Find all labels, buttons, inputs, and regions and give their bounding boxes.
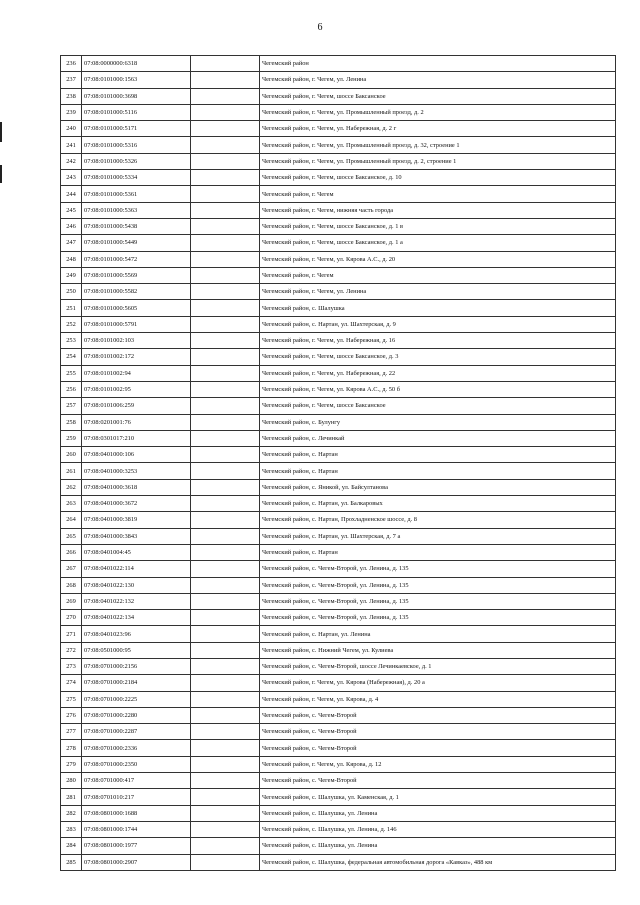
blank-cell xyxy=(191,740,260,756)
table-row xyxy=(61,349,616,365)
table-row xyxy=(61,740,616,756)
blank-cell xyxy=(191,316,260,332)
blank-cell xyxy=(191,838,260,854)
table-row xyxy=(61,333,616,349)
blank-cell xyxy=(191,707,260,723)
address: Чегемский район, с. Чегем-Второй xyxy=(260,773,616,789)
table-row xyxy=(61,381,616,397)
cadastral-number: 07:08:0101000:5171 xyxy=(82,121,191,137)
address: Чегемский район, г. Чегем xyxy=(260,186,616,202)
table-row xyxy=(61,854,616,870)
cadastral-number: 07:08:0101000:5582 xyxy=(82,284,191,300)
cadastral-number: 07:08:0101000:5316 xyxy=(82,137,191,153)
address: Чегемский район, с. Чегем-Второй, ул. Ленина, д. 135 xyxy=(260,561,616,577)
cadastral-number: 07:08:0401000:3672 xyxy=(82,496,191,512)
blank-cell xyxy=(191,218,260,234)
address: Чегемский район, с. Шалушка xyxy=(260,300,616,316)
address: Чегемский район, г. Чегем, ул. Ленина xyxy=(260,284,616,300)
address: Чегемский район, г. Чегем, ул. Ленина xyxy=(260,72,616,88)
table-row xyxy=(61,104,616,120)
row-number: 265 xyxy=(61,528,82,544)
address: Чегемский район, г. Чегем, ул. Кярова, д. 12 xyxy=(260,756,616,772)
table-row xyxy=(61,88,616,104)
registry-table xyxy=(60,55,616,871)
address: Чегемский район, с. Лечинкай xyxy=(260,430,616,446)
cadastral-number: 07:08:0401022:130 xyxy=(82,577,191,593)
blank-cell xyxy=(191,463,260,479)
cadastral-number: 07:08:0101000:5472 xyxy=(82,251,191,267)
row-number: 237 xyxy=(61,72,82,88)
blank-cell xyxy=(191,593,260,609)
cadastral-number: 07:08:0101000:5116 xyxy=(82,104,191,120)
table-row xyxy=(61,838,616,854)
blank-cell xyxy=(191,104,260,120)
address: Чегемский район, г. Чегем, ул. Набережная, д. 16 xyxy=(260,333,616,349)
blank-cell xyxy=(191,88,260,104)
blank-cell xyxy=(191,202,260,218)
table-row xyxy=(61,528,616,544)
cadastral-number: 07:08:0401000:3618 xyxy=(82,479,191,495)
address: Чегемский район, с. Нартан xyxy=(260,463,616,479)
address: Чегемский район, с. Яникой, ул. Байсултанова xyxy=(260,479,616,495)
blank-cell xyxy=(191,121,260,137)
cadastral-number: 07:08:0101000:1563 xyxy=(82,72,191,88)
row-number: 266 xyxy=(61,544,82,560)
blank-cell xyxy=(191,610,260,626)
row-number: 241 xyxy=(61,137,82,153)
cadastral-number: 07:08:0101000:5605 xyxy=(82,300,191,316)
table-row xyxy=(61,577,616,593)
row-number: 276 xyxy=(61,707,82,723)
row-number: 264 xyxy=(61,512,82,528)
row-number: 270 xyxy=(61,610,82,626)
table-row xyxy=(61,267,616,283)
address: Чегемский район, с. Шалушка, ул. Каменская, д. 1 xyxy=(260,789,616,805)
blank-cell xyxy=(191,756,260,772)
cadastral-number: 07:08:0701010:217 xyxy=(82,789,191,805)
table-row xyxy=(61,170,616,186)
table-row xyxy=(61,300,616,316)
cadastral-number: 07:08:0101000:5326 xyxy=(82,153,191,169)
address: Чегемский район, с. Чегем-Второй, ул. Ленина, д. 135 xyxy=(260,593,616,609)
address: Чегемский район, г. Чегем, шоссе Баксанское, д. 10 xyxy=(260,170,616,186)
cadastral-number: 07:08:0101000:5361 xyxy=(82,186,191,202)
row-number: 248 xyxy=(61,251,82,267)
table-row xyxy=(61,365,616,381)
table-row xyxy=(61,56,616,72)
blank-cell xyxy=(191,153,260,169)
blank-cell xyxy=(191,528,260,544)
address: Чегемский район, с. Нартан xyxy=(260,544,616,560)
row-number: 282 xyxy=(61,805,82,821)
blank-cell xyxy=(191,137,260,153)
cadastral-number: 07:08:0701000:417 xyxy=(82,773,191,789)
row-number: 239 xyxy=(61,104,82,120)
address: Чегемский район, г. Чегем, ул. Промышленный проезд, д. 2, строение 1 xyxy=(260,153,616,169)
row-number: 247 xyxy=(61,235,82,251)
row-number: 257 xyxy=(61,398,82,414)
blank-cell xyxy=(191,675,260,691)
cadastral-number: 07:08:0401000:3253 xyxy=(82,463,191,479)
cadastral-number: 07:08:0301017:210 xyxy=(82,430,191,446)
cadastral-number: 07:08:0801000:1744 xyxy=(82,821,191,837)
address: Чегемский район, с. Чегем-Второй xyxy=(260,740,616,756)
cadastral-number: 07:08:0101000:5569 xyxy=(82,267,191,283)
cadastral-number: 07:08:0000000:6318 xyxy=(82,56,191,72)
scan-margin-mark xyxy=(0,165,2,183)
cadastral-number: 07:08:0701000:2336 xyxy=(82,740,191,756)
table-row xyxy=(61,496,616,512)
address: Чегемский район, г. Чегем, ул. Промышленный проезд, д. 32, строение 1 xyxy=(260,137,616,153)
table-row xyxy=(61,447,616,463)
cadastral-number: 07:08:0101000:5449 xyxy=(82,235,191,251)
cadastral-number: 07:08:0701000:2350 xyxy=(82,756,191,772)
row-number: 255 xyxy=(61,365,82,381)
address: Чегемский район, с. Чегем-Второй, шоссе Лечинкаевское, д. 1 xyxy=(260,658,616,674)
row-number: 268 xyxy=(61,577,82,593)
table-row xyxy=(61,251,616,267)
address: Чегемский район, г. Чегем, шоссе Баксанское, д. 1 в xyxy=(260,218,616,234)
address: Чегемский район, г. Чегем, шоссе Баксанское xyxy=(260,398,616,414)
blank-cell xyxy=(191,267,260,283)
cadastral-number: 07:08:0101002:95 xyxy=(82,381,191,397)
table-row xyxy=(61,121,616,137)
address: Чегемский район, с. Шалушка, ул. Ленина, д. 146 xyxy=(260,821,616,837)
table-row xyxy=(61,414,616,430)
blank-cell xyxy=(191,691,260,707)
address: Чегемский район, с. Шалушка, федеральная автомобильная дорога «Кавказ», 488 км xyxy=(260,854,616,870)
cadastral-number: 07:08:0401022:114 xyxy=(82,561,191,577)
page-number: 6 xyxy=(317,22,323,33)
registry-table-body xyxy=(61,56,616,871)
cadastral-number: 07:08:0101000:5791 xyxy=(82,316,191,332)
blank-cell xyxy=(191,773,260,789)
blank-cell xyxy=(191,447,260,463)
address: Чегемский район, г. Чегем, ул. Набережная, д. 2 г xyxy=(260,121,616,137)
row-number: 262 xyxy=(61,479,82,495)
table-row xyxy=(61,235,616,251)
row-number: 260 xyxy=(61,447,82,463)
row-number: 249 xyxy=(61,267,82,283)
address: Чегемский район, с. Чегем-Второй, ул. Ленина, д. 135 xyxy=(260,577,616,593)
blank-cell xyxy=(191,186,260,202)
table-row xyxy=(61,398,616,414)
address: Чегемский район, с. Нартан, Прохладненское шоссе, д. 8 xyxy=(260,512,616,528)
cadastral-number: 07:08:0401022:134 xyxy=(82,610,191,626)
row-number: 273 xyxy=(61,658,82,674)
blank-cell xyxy=(191,398,260,414)
table-row xyxy=(61,691,616,707)
scan-margin-mark xyxy=(0,122,2,142)
row-number: 274 xyxy=(61,675,82,691)
table-row xyxy=(61,789,616,805)
blank-cell xyxy=(191,333,260,349)
table-row xyxy=(61,479,616,495)
cadastral-number: 07:08:0101000:3698 xyxy=(82,88,191,104)
table-row xyxy=(61,626,616,642)
address: Чегемский район, г. Чегем, ул. Кярова (Набережная), д. 20 а xyxy=(260,675,616,691)
address: Чегемский район, г. Чегем, нижняя часть города xyxy=(260,202,616,218)
blank-cell xyxy=(191,821,260,837)
row-number: 280 xyxy=(61,773,82,789)
table-row xyxy=(61,72,616,88)
row-number: 242 xyxy=(61,153,82,169)
row-number: 283 xyxy=(61,821,82,837)
row-number: 259 xyxy=(61,430,82,446)
cadastral-number: 07:08:0701000:2225 xyxy=(82,691,191,707)
address: Чегемский район, г. Чегем, ул. Кярова А.С., д. 20 xyxy=(260,251,616,267)
table-row xyxy=(61,153,616,169)
cadastral-number: 07:08:0401022:132 xyxy=(82,593,191,609)
table-row xyxy=(61,284,616,300)
blank-cell xyxy=(191,626,260,642)
blank-cell xyxy=(191,642,260,658)
row-number: 258 xyxy=(61,414,82,430)
cadastral-number: 07:08:0801000:1688 xyxy=(82,805,191,821)
blank-cell xyxy=(191,235,260,251)
table-row xyxy=(61,724,616,740)
row-number: 271 xyxy=(61,626,82,642)
address: Чегемский район, с. Булунгу xyxy=(260,414,616,430)
blank-cell xyxy=(191,300,260,316)
row-number: 246 xyxy=(61,218,82,234)
row-number: 253 xyxy=(61,333,82,349)
row-number: 267 xyxy=(61,561,82,577)
row-number: 236 xyxy=(61,56,82,72)
table-row xyxy=(61,463,616,479)
blank-cell xyxy=(191,789,260,805)
blank-cell xyxy=(191,414,260,430)
address: Чегемский район, с. Чегем-Второй, ул. Ленина, д. 135 xyxy=(260,610,616,626)
row-number: 278 xyxy=(61,740,82,756)
table-row xyxy=(61,805,616,821)
cadastral-number: 07:08:0101002:103 xyxy=(82,333,191,349)
table-row xyxy=(61,512,616,528)
table-row xyxy=(61,593,616,609)
address: Чегемский район, с. Шалушка, ул. Ленина xyxy=(260,805,616,821)
cadastral-number: 07:08:0701000:2156 xyxy=(82,658,191,674)
table-row xyxy=(61,137,616,153)
row-number: 275 xyxy=(61,691,82,707)
address: Чегемский район, с. Нартан xyxy=(260,447,616,463)
table-row xyxy=(61,642,616,658)
cadastral-number: 07:08:0401023:96 xyxy=(82,626,191,642)
row-number: 243 xyxy=(61,170,82,186)
row-number: 269 xyxy=(61,593,82,609)
blank-cell xyxy=(191,251,260,267)
cadastral-number: 07:08:0701000:2280 xyxy=(82,707,191,723)
blank-cell xyxy=(191,170,260,186)
table-row xyxy=(61,658,616,674)
address: Чегемский район, г. Чегем, ул. Набережная, д. 22 xyxy=(260,365,616,381)
table-row xyxy=(61,707,616,723)
address: Чегемский район, г. Чегем, ул. Промышленный проезд, д. 2 xyxy=(260,104,616,120)
blank-cell xyxy=(191,381,260,397)
cadastral-number: 07:08:0101006:259 xyxy=(82,398,191,414)
blank-cell xyxy=(191,284,260,300)
blank-cell xyxy=(191,479,260,495)
row-number: 240 xyxy=(61,121,82,137)
table-row xyxy=(61,218,616,234)
cadastral-number: 07:08:0701000:2184 xyxy=(82,675,191,691)
address: Чегемский район, г. Чегем, шоссе Баксанское xyxy=(260,88,616,104)
cadastral-number: 07:08:0401000:106 xyxy=(82,447,191,463)
table-row xyxy=(61,821,616,837)
address: Чегемский район, с. Нартан, ул. Балкаровых xyxy=(260,496,616,512)
blank-cell xyxy=(191,561,260,577)
address: Чегемский район, с. Шалушка, ул. Ленина xyxy=(260,838,616,854)
blank-cell xyxy=(191,365,260,381)
address: Чегемский район, г. Чегем, шоссе Баксанское, д. 3 xyxy=(260,349,616,365)
table-row xyxy=(61,430,616,446)
cadastral-number: 07:08:0801000:1977 xyxy=(82,838,191,854)
row-number: 272 xyxy=(61,642,82,658)
row-number: 251 xyxy=(61,300,82,316)
blank-cell xyxy=(191,577,260,593)
row-number: 256 xyxy=(61,381,82,397)
row-number: 277 xyxy=(61,724,82,740)
cadastral-number: 07:08:0101000:5438 xyxy=(82,218,191,234)
blank-cell xyxy=(191,496,260,512)
table-row xyxy=(61,544,616,560)
blank-cell xyxy=(191,544,260,560)
cadastral-number: 07:08:0501000:95 xyxy=(82,642,191,658)
address: Чегемский район, с. Нартан, ул. Шахтерская, д. 9 xyxy=(260,316,616,332)
cadastral-number: 07:08:0101002:94 xyxy=(82,365,191,381)
address: Чегемский район, с. Нартан, ул. Ленина xyxy=(260,626,616,642)
table-row xyxy=(61,610,616,626)
table-row xyxy=(61,756,616,772)
row-number: 284 xyxy=(61,838,82,854)
address: Чегемский район, г. Чегем xyxy=(260,267,616,283)
row-number: 254 xyxy=(61,349,82,365)
row-number: 244 xyxy=(61,186,82,202)
blank-cell xyxy=(191,512,260,528)
table-row xyxy=(61,316,616,332)
address: Чегемский район, с. Чегем-Второй xyxy=(260,707,616,723)
blank-cell xyxy=(191,854,260,870)
row-number: 281 xyxy=(61,789,82,805)
address: Чегемский район, г. Чегем, шоссе Баксанское, д. 1 а xyxy=(260,235,616,251)
row-number: 261 xyxy=(61,463,82,479)
blank-cell xyxy=(191,56,260,72)
row-number: 285 xyxy=(61,854,82,870)
cadastral-number: 07:08:0401000:3819 xyxy=(82,512,191,528)
address: Чегемский район, с. Чегем-Второй xyxy=(260,724,616,740)
address: Чегемский район, г. Чегем, ул. Кярова А.С., д. 50 б xyxy=(260,381,616,397)
blank-cell xyxy=(191,805,260,821)
table-row xyxy=(61,561,616,577)
row-number: 263 xyxy=(61,496,82,512)
table-row xyxy=(61,773,616,789)
cadastral-number: 07:08:0401004:45 xyxy=(82,544,191,560)
address: Чегемский район, с. Нартан, ул. Шахтерская, д. 7 а xyxy=(260,528,616,544)
row-number: 250 xyxy=(61,284,82,300)
row-number: 245 xyxy=(61,202,82,218)
blank-cell xyxy=(191,658,260,674)
cadastral-number: 07:08:0401000:3843 xyxy=(82,528,191,544)
cadastral-number: 07:08:0201001:76 xyxy=(82,414,191,430)
table-row xyxy=(61,186,616,202)
blank-cell xyxy=(191,349,260,365)
table-row xyxy=(61,675,616,691)
blank-cell xyxy=(191,724,260,740)
cadastral-number: 07:08:0101000:5363 xyxy=(82,202,191,218)
address: Чегемский район xyxy=(260,56,616,72)
table-row xyxy=(61,202,616,218)
blank-cell xyxy=(191,430,260,446)
cadastral-number: 07:08:0701000:2287 xyxy=(82,724,191,740)
address: Чегемский район, г. Чегем, ул. Кярова, д. 4 xyxy=(260,691,616,707)
address: Чегемский район, с. Нижний Чегем, ул. Кулиева xyxy=(260,642,616,658)
row-number: 252 xyxy=(61,316,82,332)
blank-cell xyxy=(191,72,260,88)
cadastral-number: 07:08:0101000:5334 xyxy=(82,170,191,186)
cadastral-number: 07:08:0101002:172 xyxy=(82,349,191,365)
cadastral-number: 07:08:0801000:2907 xyxy=(82,854,191,870)
row-number: 238 xyxy=(61,88,82,104)
row-number: 279 xyxy=(61,756,82,772)
